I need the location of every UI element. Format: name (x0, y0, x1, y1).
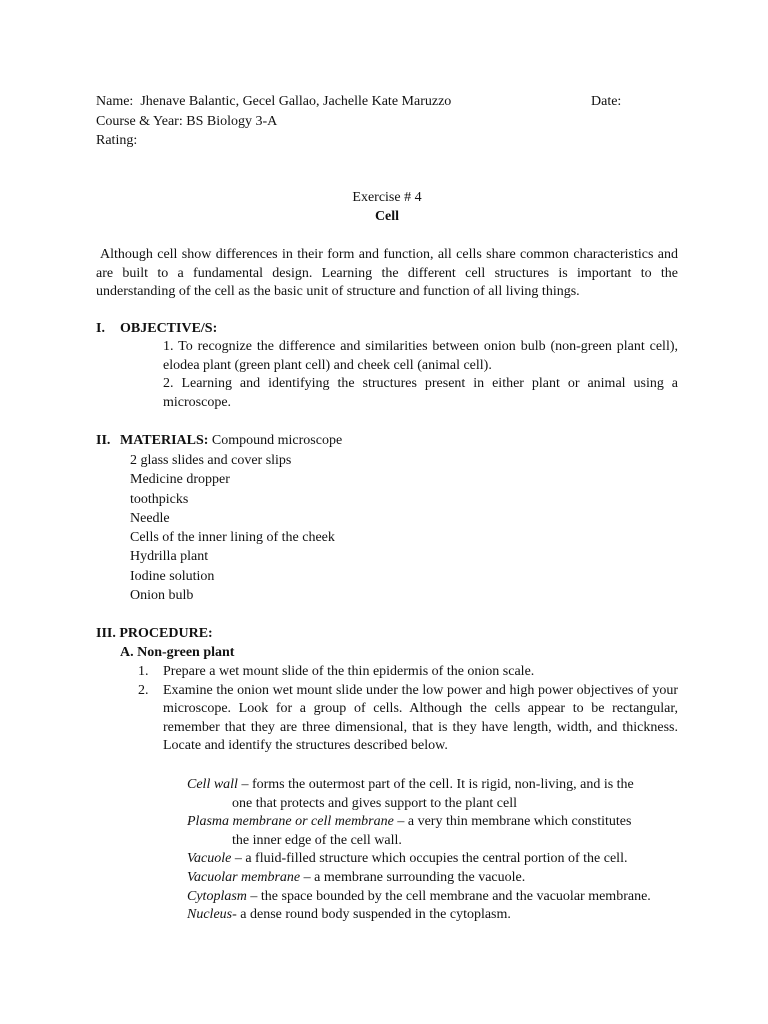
definition-item: Vacuolar membrane – a membrane surrounding the vacuole. (187, 869, 526, 885)
exercise-title: Cell (374, 209, 400, 224)
objective-item-2: 2. Learning and identifying the structures present in either plant or animal using a microscope. (163, 376, 678, 410)
rating-row (96, 132, 696, 152)
course-value: BS Biology 3-A (186, 113, 278, 129)
date-label: Date: (591, 94, 622, 109)
header-block (96, 93, 696, 152)
procedure-heading: III. PROCEDURE: (96, 626, 213, 641)
list-item: Onion bulb (130, 588, 194, 604)
list-item: Hydrilla plant (130, 549, 209, 565)
student-names: Jhenave Balantic, Gecel Gallao, Jachelle Kate Maruzzo (140, 94, 452, 109)
definition-item: Plasma membrane or cell membrane – a very thin membrane which constitutes the inner edge of the cell wall. (187, 814, 632, 848)
definition-item: Cytoplasm – the space bounded by the cell membrane and the vacuolar membrane. (187, 888, 651, 904)
material-first: Compound microscope (211, 433, 343, 448)
materials-heading: II. MATERIALS: Compound microscope (96, 433, 343, 448)
name-row (96, 93, 696, 113)
list-item: Cells of the inner lining of the cheek (130, 530, 335, 546)
course-row (96, 113, 696, 133)
intro-paragraph: Although cell show differences in their form and function, all cells share common characteristics and are built to a fundamental design. Learning the different cell structures is important to the understanding of the cell as the basic unit of structure and function of all living things. (96, 247, 678, 300)
course-label: Course & Year: (96, 113, 183, 129)
procedure-steps (138, 663, 678, 756)
definition-item: Cell wall – forms the outermost part of the cell. It is rigid, non-living, and is the one that protects and gives support to the plant cell (187, 777, 634, 811)
list-item: Needle (130, 510, 170, 526)
rating-label: Rating: (96, 133, 138, 148)
procedure-step: 2. Examine the onion wet mount slide under the low power and high power objectives of your microscope. Look for a group of cells. Although the cells appear to be rectangular, remember that they are three dimensional, that is they have length, width, and thickness. Locate and identify the structures described below. (138, 682, 678, 754)
structure-definitions (187, 776, 678, 925)
objective-item-1: 1. To recognize the difference and similarities between onion bulb (non-green plant cell), elodea plant (green plant cell) and cheek cell (animal cell). (163, 339, 678, 373)
exercise-number: Exercise # 4 (352, 190, 422, 205)
materials-list (130, 451, 335, 605)
list-item: 2 glass slides and cover slips (130, 453, 292, 468)
procedure-subheading: A. Non-green plant (120, 645, 235, 660)
name-label: Name: (96, 94, 134, 109)
definition-item: Vacuole – a fluid-filled structure which occupies the central portion of the cell. (187, 851, 628, 867)
list-item: Iodine solution (130, 568, 215, 584)
objectives-heading: I. OBJECTIVE/S: (96, 321, 218, 336)
definition-item: Nucleus- a dense round body suspended in the cytoplasm. (187, 907, 511, 923)
list-item: toothpicks (130, 491, 189, 507)
list-item: Medicine dropper (130, 472, 230, 488)
procedure-step: 1. Prepare a wet mount slide of the thin epidermis of the onion scale. (138, 664, 535, 679)
